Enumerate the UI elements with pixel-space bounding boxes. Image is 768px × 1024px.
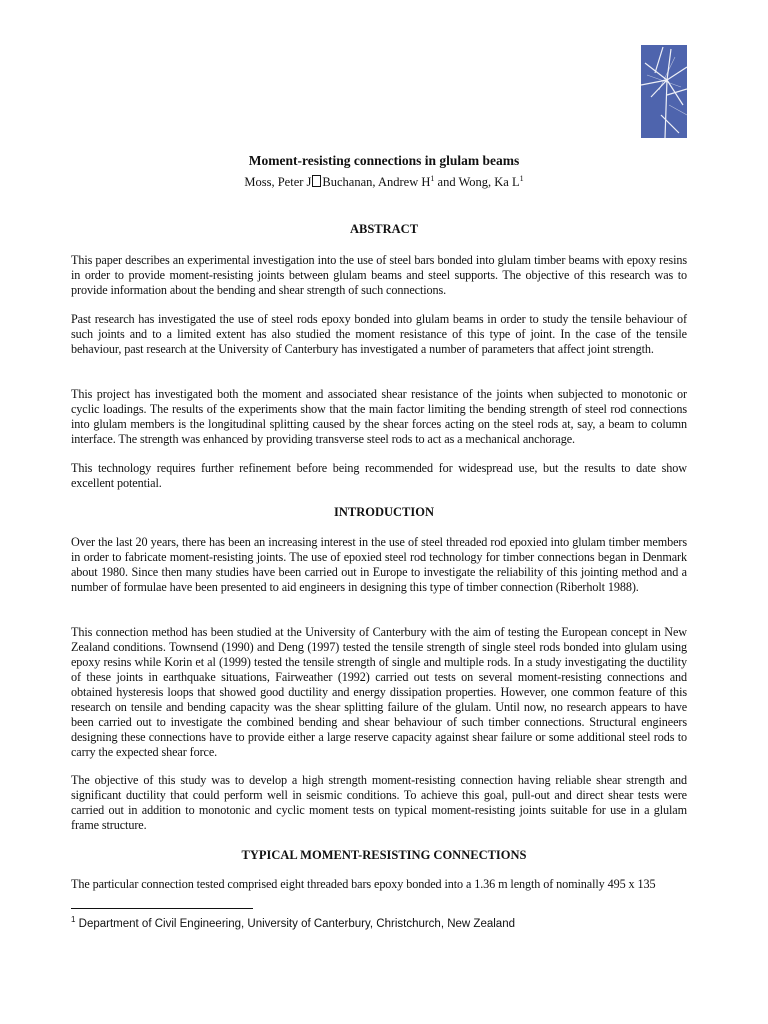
author-2: Buchanan, Andrew H — [322, 175, 431, 190]
author-1: Moss, Peter J — [244, 175, 312, 190]
footnote-marker: 1 — [71, 915, 76, 924]
abstract-paragraph-2: Past research has investigated the use of steel rods epoxy bonded into glulam beams in order to study the tensile behaviour of such joints and to a limited extent has also studied the moment resistance of this type of joint. In the case of the tensile behaviour, past research at the University of Canterbury has investigated a number of parameters that affect joint strength. — [71, 312, 687, 356]
abstract-paragraph-4: This technology requires further refinement before being recommended for widespread use, but the results to date show excellent potential. — [71, 461, 687, 490]
paper-title: Moment-resisting connections in glulam beams — [248, 153, 520, 168]
introduction-paragraph-1: Over the last 20 years, there has been an increasing interest in the use of steel threaded rod epoxied into glulam timber members in order to fabricate moment-resisting joints. The use of epoxied steel rod technology for timber connections began in Denmark about 1980. Since then many studies have been carried out in Europe to investigate the reliability of this jointing method and a number of formulae have been presented to aid engineers in designing this type of timber connection (Riberholt 1988). — [71, 535, 687, 594]
author-3-affiliation: 1 — [519, 174, 524, 183]
introduction-heading: INTRODUCTION — [333, 505, 434, 519]
abstract-paragraph-1: This paper describes an experimental investigation into the use of steel bars bonded into glulam timber beams with epoxy resins in order to provide moment-resisting joints between glulam beams and steel supports. The objective of this research was to provide information about the bending and shear strength of such connections. — [71, 253, 687, 297]
author-2-affiliation: 1 — [430, 174, 435, 183]
university-logo — [641, 45, 687, 138]
abstract-heading: ABSTRACT — [349, 222, 419, 236]
introduction-paragraph-3: The objective of this study was to develop a high strength moment-resisting connection having reliable shear strength and significant ductility that could perform well in seismic conditions. To achieve this goal, pull-out and direct shear tests were carried out in addition to monotonic and cyclic moment tests on typical moment-resisting joints suitable for use in a glulam frame structure. — [71, 773, 687, 832]
footnote-text: Department of Civil Engineering, University of Canterbury, Christchurch, New Zealand — [75, 917, 515, 930]
author-line — [0, 174, 768, 190]
footnote-divider — [71, 908, 253, 909]
introduction-paragraph-2: This connection method has been studied at the University of Canterbury with the aim of testing the European concept in New Zealand conditions. Townsend (1990) and Deng (1997) tested the tensile strength of single steel rods bonded into glulam using epoxy resins while Korin et al (1999) tested the tensile strength of single and multiple rods. In a study investigating the ductility of these joints in earthquake situations, Fairweather (1992) carried out tests on several moment-resisting connections and obtained hysteresis loops that showed good ductility and energy dissipation properties. However, one common feature of this research on tensile and bending capacity was the shear splitting failure of the glulam. Until now, no research appears to have been carried out to investigate the combined bending and shear behaviour of such timber connections. Structural engineers designing these connections have to provide either a large reserve capacity against shear failure or some additional steel rods to carry the expected shear force. — [71, 625, 687, 759]
author-3: and Wong, Ka L — [437, 175, 520, 190]
typical-connections-heading: TYPICAL MOMENT-RESISTING CONNECTIONS — [241, 848, 527, 862]
footnote — [71, 915, 515, 930]
typical-connections-paragraph-1: The particular connection tested comprised eight threaded bars epoxy bonded into a 1.36 m length of nominally 495 x 135 — [71, 877, 656, 891]
abstract-paragraph-3: This project has investigated both the moment and associated shear resistance of the joints when subjected to monotonic or cyclic loadings. The results of the experiments show that the main factor limiting the bending strength of steel rod connections into glulam members is the longitudinal splitting caused by the shear forces acting on the steel rods at, say, a beam to column interface. The strength was enhanced by providing transverse steel rods to act as a mechanical anchorage. — [71, 387, 687, 446]
missing-glyph-box — [312, 175, 321, 187]
logo-graphic — [641, 45, 687, 138]
